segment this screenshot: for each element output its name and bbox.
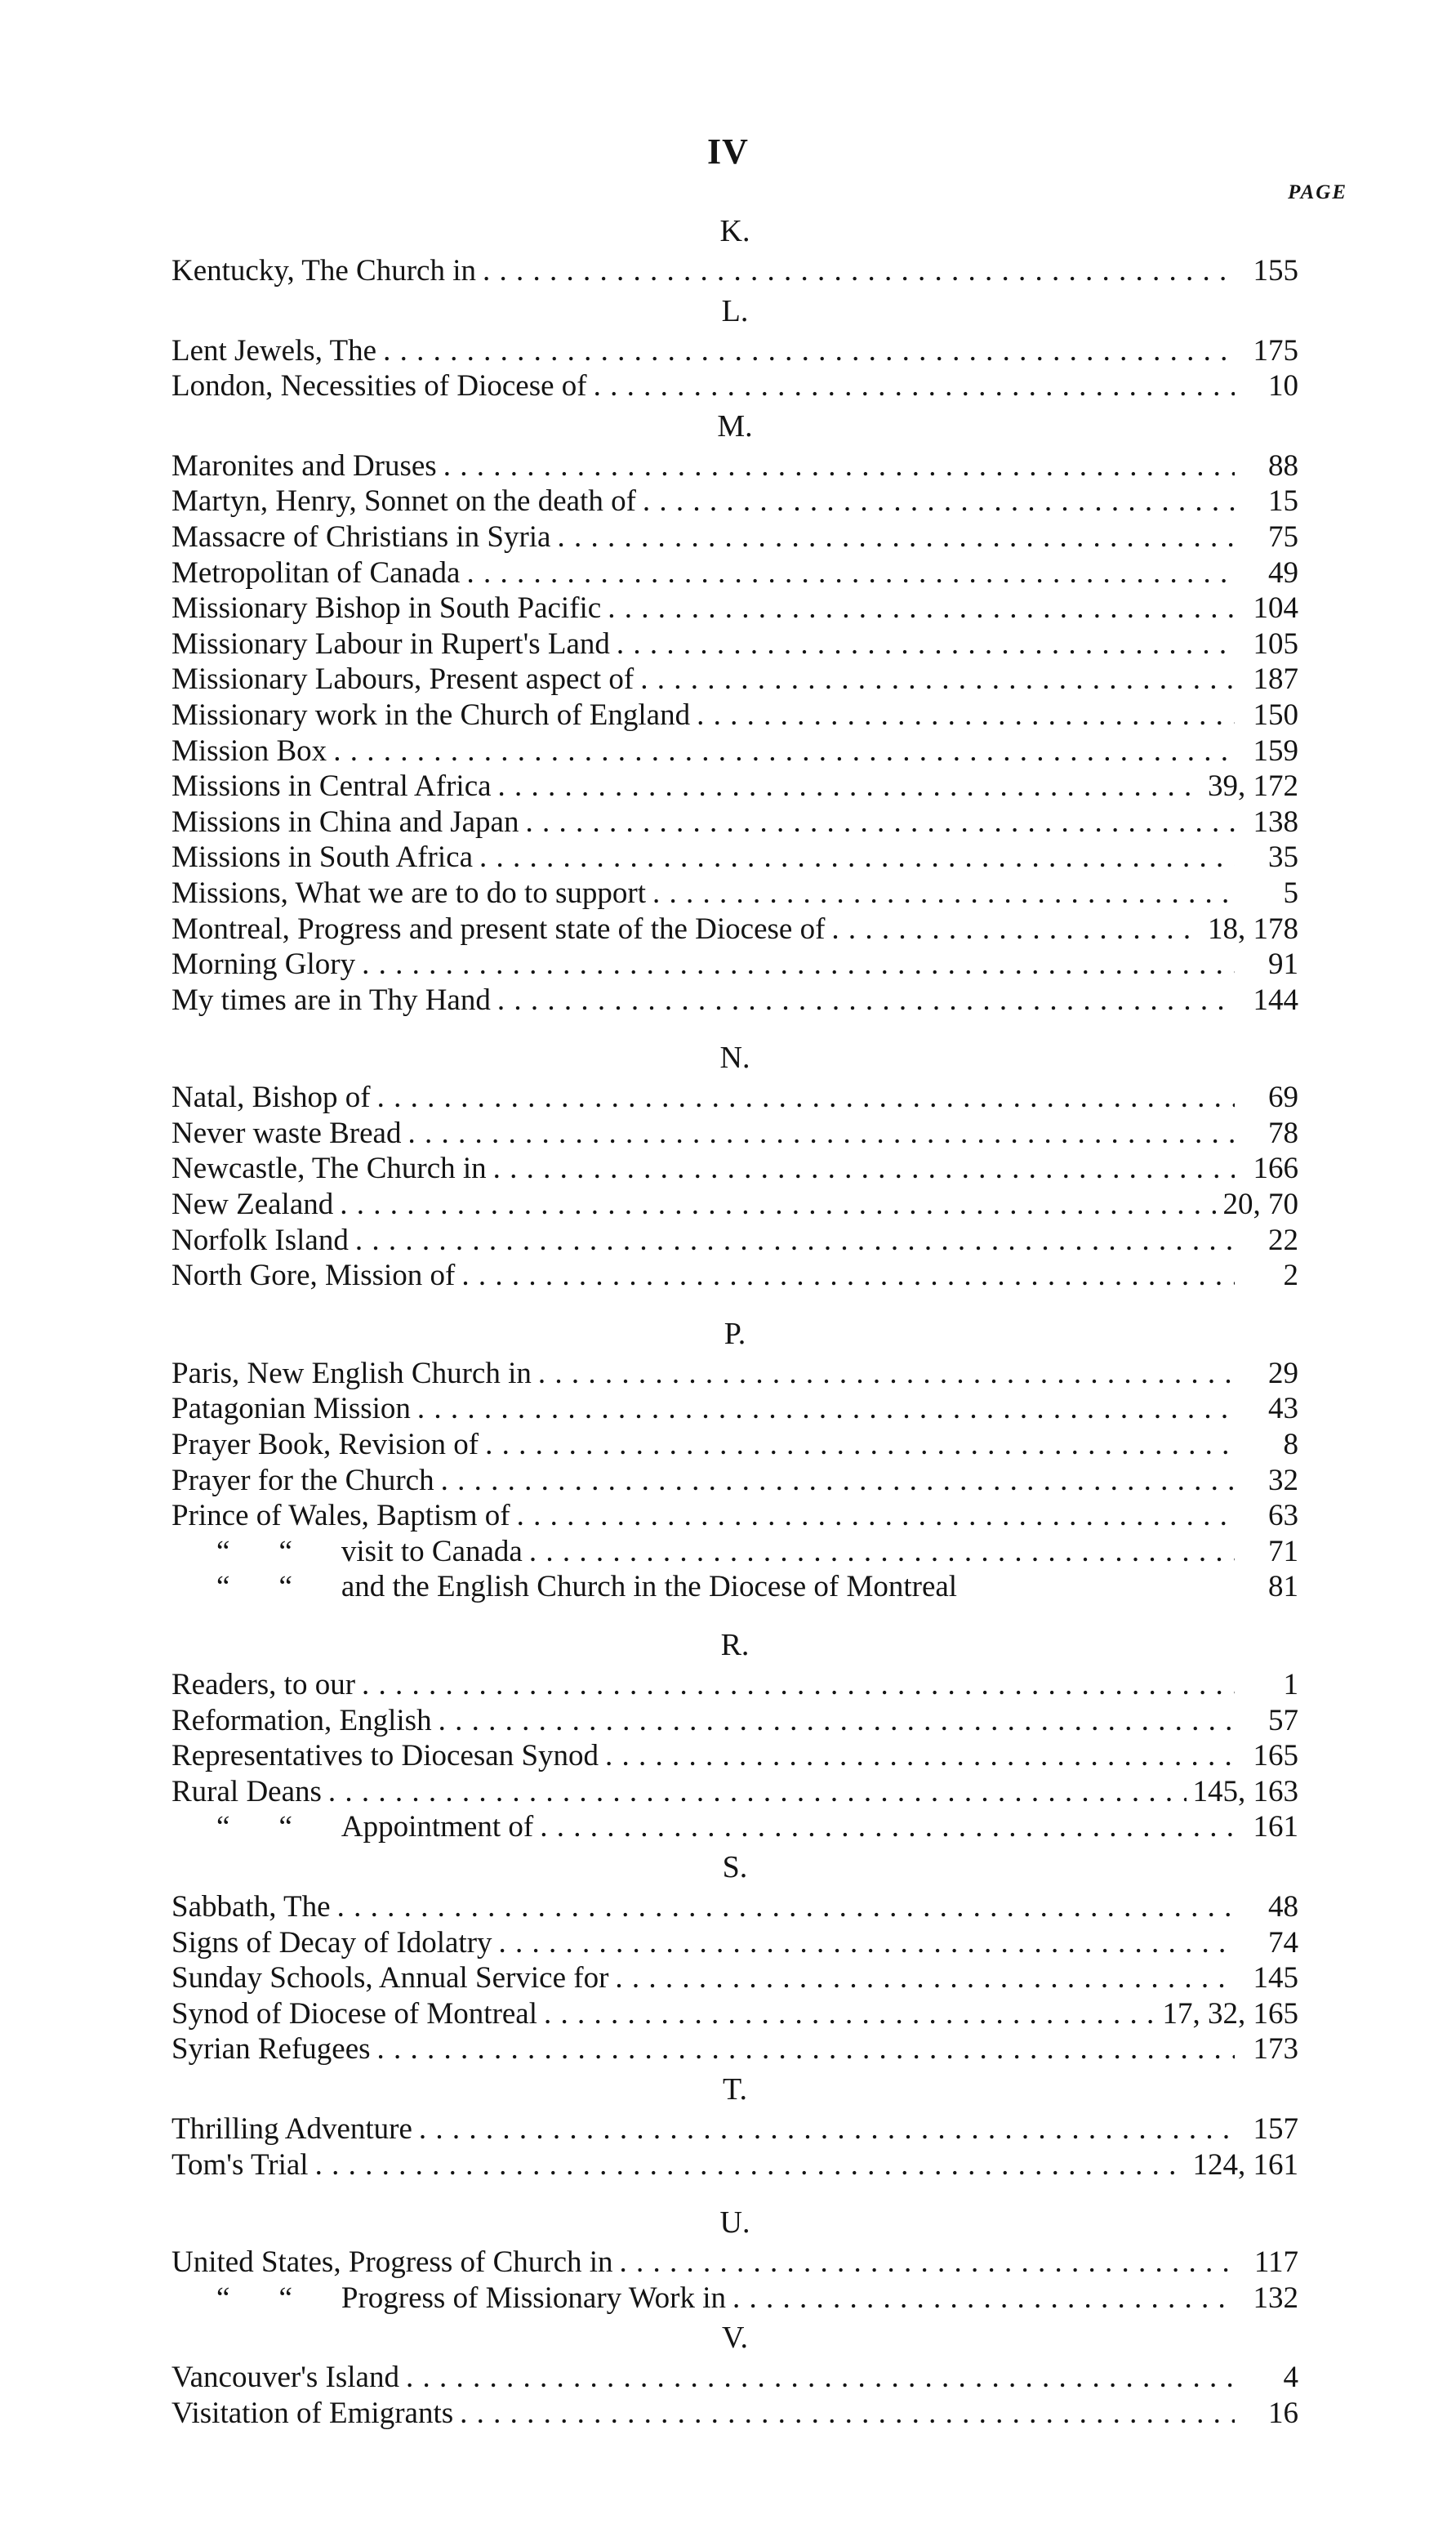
index-entry <box>171 2031 1298 2067</box>
dot-leader <box>439 1703 1235 1739</box>
index-list <box>171 209 1298 2432</box>
entry-title: Newcastle, The Church in <box>171 1152 487 1186</box>
dot-leader <box>460 2396 1235 2432</box>
entry-title: Readers, to our <box>171 1668 356 1701</box>
entry-title: Visitation of Emigrants <box>171 2396 454 2430</box>
dot-leader <box>525 805 1235 840</box>
entry-page-numbers: 157 <box>1253 2111 1298 2146</box>
entry-page-numbers: 104 <box>1253 591 1298 626</box>
entry-page-numbers: 17, 32, 165 <box>1162 1996 1298 2031</box>
dot-leader <box>485 1427 1235 1463</box>
entry-page-numbers: 144 <box>1253 983 1298 1017</box>
index-entry <box>171 1427 1298 1463</box>
index-entry <box>171 1925 1298 1961</box>
entry-page-numbers: 2 <box>1283 1259 1298 1293</box>
entry-page-numbers: 78 <box>1268 1116 1298 1150</box>
entry-page-numbers: 1 <box>1283 1668 1298 1701</box>
dot-leader <box>617 626 1235 662</box>
index-entry <box>171 1667 1298 1703</box>
entry-page-numbers: 138 <box>1253 805 1298 839</box>
entry-title: Missionary Labours, Present aspect of <box>171 662 634 697</box>
index-entry <box>171 368 1298 404</box>
entry-title: Missions, What we are to do to support <box>171 876 646 910</box>
entry-page-numbers: 39, 172 <box>1208 769 1298 804</box>
dot-leader <box>557 519 1235 555</box>
entry-page-numbers: 63 <box>1268 1499 1298 1533</box>
dot-leader <box>732 2281 1235 2316</box>
index-entry <box>171 626 1298 662</box>
entry-page-numbers: 159 <box>1253 733 1298 768</box>
entry-title: Rural Deans <box>171 1774 322 1808</box>
entry-title: Mission Box <box>171 733 327 768</box>
entry-title: Missions in Central Africa <box>171 769 492 804</box>
ditto-mark: “ <box>216 1810 230 1844</box>
index-entry <box>171 1258 1298 1294</box>
dot-leader <box>620 2245 1235 2281</box>
ditto-mark: “ <box>216 1534 230 1568</box>
index-entry <box>171 484 1298 519</box>
dot-leader <box>544 1996 1155 2032</box>
index-entry <box>171 1534 1298 1570</box>
dot-leader <box>540 1809 1235 1845</box>
dot-leader <box>652 876 1235 912</box>
entry-page-numbers: 32 <box>1268 1463 1298 1497</box>
dot-leader <box>406 2360 1235 2396</box>
entry-title: Synod of Diocese of Montreal <box>171 1996 538 2031</box>
index-entry <box>171 2111 1298 2147</box>
dot-leader <box>497 983 1235 1019</box>
dot-leader <box>605 1738 1235 1774</box>
section-letter: M. <box>717 408 753 444</box>
entry-page-numbers: 91 <box>1268 948 1298 982</box>
dot-leader <box>417 1391 1235 1427</box>
entry-title: Patagonian Mission <box>171 1392 411 1426</box>
entry-title: Martyn, Henry, Sonnet on the death of <box>171 484 636 519</box>
index-entry <box>171 2396 1298 2432</box>
entry-title: Paris, New English Church in <box>171 1356 532 1390</box>
entry-title: Massacre of Christians in Syria <box>171 519 551 554</box>
entry-page-numbers: 105 <box>1253 626 1298 661</box>
dot-leader <box>362 1667 1235 1703</box>
entry-title-text: Progress of Missionary Work in <box>341 2281 727 2315</box>
index-entry <box>171 448 1298 484</box>
dot-leader <box>615 1960 1235 1996</box>
entry-page-numbers: 49 <box>1268 555 1298 590</box>
entry-title: North Gore, Mission of <box>171 1259 456 1293</box>
entry-title: Vancouver's Island <box>171 2361 399 2395</box>
entry-title: Signs of Decay of Idolatry <box>171 1925 492 1960</box>
index-entry <box>171 1498 1298 1534</box>
entry-title: Representatives to Diocesan Synod <box>171 1739 599 1773</box>
index-entry <box>171 912 1298 948</box>
entry-title: Missionary Labour in Rupert's Land <box>171 626 610 661</box>
dot-leader <box>529 1534 1235 1570</box>
index-entry <box>171 591 1298 626</box>
entry-page-numbers: 69 <box>1268 1081 1298 1115</box>
entry-page-numbers: 10 <box>1268 369 1298 404</box>
entry-title: Missionary Bishop in South Pacific <box>171 591 602 626</box>
entry-title: Tom's Trial <box>171 2147 309 2182</box>
dot-leader <box>594 368 1235 404</box>
entry-title: Sunday Schools, Annual Service for <box>171 1961 609 1995</box>
dot-leader <box>328 1774 1187 1810</box>
dot-leader <box>441 1463 1235 1499</box>
entry-page-numbers: 22 <box>1268 1223 1298 1257</box>
section-letter: V. <box>721 2321 749 2356</box>
index-entry <box>171 519 1298 555</box>
entry-page-numbers: 20, 70 <box>1222 1188 1298 1222</box>
dot-leader <box>466 555 1235 591</box>
ditto-mark: “ <box>216 2281 230 2315</box>
entry-page-numbers: 166 <box>1253 1152 1298 1186</box>
entry-title: Metropolitan of Canada <box>171 555 461 590</box>
index-entry <box>171 2147 1298 2183</box>
section-letter: N. <box>719 1041 750 1076</box>
entry-title-text: Appointment of <box>341 1810 534 1844</box>
entry-title <box>171 1809 533 1845</box>
dot-leader <box>355 1223 1235 1259</box>
index-entry <box>171 333 1298 369</box>
entry-title-text: visit to Canada <box>341 1534 523 1568</box>
entry-page-numbers: 145, 163 <box>1192 1774 1298 1808</box>
page-number: IV <box>707 132 749 172</box>
entry-page-numbers: 187 <box>1253 662 1298 697</box>
index-entry <box>171 1187 1298 1223</box>
dot-leader <box>498 769 1201 805</box>
section-letter: U. <box>719 2205 750 2241</box>
index-entry <box>171 1889 1298 1925</box>
entry-title: New Zealand <box>171 1188 334 1222</box>
entry-page-numbers: 150 <box>1253 698 1298 732</box>
entry-title: Prince of Wales, Baptism of <box>171 1499 510 1533</box>
dot-leader <box>340 1187 1216 1223</box>
entry-title: Reformation, English <box>171 1703 432 1737</box>
dot-leader <box>493 1151 1235 1187</box>
entry-page-numbers: 35 <box>1268 840 1298 875</box>
index-entry <box>171 1738 1298 1774</box>
entry-page-numbers: 165 <box>1253 1739 1298 1773</box>
index-entry <box>171 1774 1298 1810</box>
entry-title: Thrilling Adventure <box>171 2111 412 2146</box>
entry-page-numbers: 132 <box>1253 2281 1298 2315</box>
index-entry <box>171 662 1298 698</box>
entry-title: United States, Progress of Church in <box>171 2245 613 2280</box>
entry-page-numbers: 4 <box>1283 2361 1298 2395</box>
section-letter: P. <box>724 1316 746 1351</box>
index-entry <box>171 1996 1298 2032</box>
dot-leader <box>608 591 1235 626</box>
entry-title: Prayer Book, Revision of <box>171 1428 479 1462</box>
index-entry <box>171 876 1298 912</box>
entry-title: Syrian Refugees <box>171 2032 371 2067</box>
entry-page-numbers: 117 <box>1253 2245 1298 2280</box>
dot-leader <box>383 333 1235 369</box>
dot-leader <box>419 2111 1235 2147</box>
ditto-mark: “ <box>216 1570 230 1604</box>
section-letter: R. <box>720 1628 750 1662</box>
entry-page-numbers: 8 <box>1283 1428 1298 1462</box>
dot-leader <box>337 1889 1235 1925</box>
index-entry <box>171 947 1298 983</box>
ditto-mark: “ <box>278 2281 292 2315</box>
entry-title <box>171 1534 523 1570</box>
section-letter: S. <box>722 1849 748 1884</box>
entry-title: Lent Jewels, The <box>171 333 377 368</box>
index-entry <box>171 2281 1298 2316</box>
dot-leader <box>697 698 1235 733</box>
entry-page-numbers: 43 <box>1268 1392 1298 1426</box>
ditto-mark: “ <box>278 1534 292 1568</box>
dot-leader <box>499 1925 1235 1961</box>
entry-title: Sabbath, The <box>171 1889 331 1924</box>
index-entry <box>171 1356 1298 1392</box>
entry-title: Maronites and Druses <box>171 448 437 483</box>
entry-page-numbers: 175 <box>1253 333 1298 368</box>
index-entry <box>171 1116 1298 1152</box>
index-entry <box>171 769 1298 805</box>
index-entry <box>171 555 1298 591</box>
index-entry <box>171 1703 1298 1739</box>
entry-page-numbers: 18, 178 <box>1208 912 1298 946</box>
dot-leader <box>407 1116 1235 1152</box>
entry-title: Kentucky, The Church in <box>171 254 476 288</box>
entry-page-numbers: 145 <box>1253 1961 1298 1995</box>
index-entry <box>171 1080 1298 1116</box>
entry-page-numbers: 88 <box>1268 448 1298 483</box>
entry-title: Prayer for the Church <box>171 1463 434 1497</box>
entry-title: London, Necessities of Diocese of <box>171 369 587 404</box>
entry-title: Montreal, Progress and present state of the Diocese of <box>171 912 826 946</box>
section-letter: K. <box>719 214 750 248</box>
index-entry <box>171 1151 1298 1187</box>
dot-leader <box>377 1080 1235 1116</box>
dot-leader <box>377 2031 1235 2067</box>
index-entry <box>171 983 1298 1019</box>
entry-page-numbers: 71 <box>1268 1534 1298 1568</box>
dot-leader <box>538 1356 1235 1392</box>
entry-page-numbers: 81 <box>1268 1570 1298 1604</box>
dot-leader <box>479 840 1235 876</box>
entry-title <box>171 1569 957 1605</box>
ditto-mark: “ <box>278 1810 292 1844</box>
entry-page-numbers: 57 <box>1268 1703 1298 1737</box>
dot-leader <box>483 253 1235 289</box>
entry-page-numbers: 155 <box>1253 254 1298 288</box>
entry-title: Missions in South Africa <box>171 840 473 875</box>
dot-leader <box>831 912 1201 948</box>
dot-leader <box>643 484 1235 519</box>
index-entry <box>171 2360 1298 2396</box>
index-entry <box>171 698 1298 733</box>
entry-page-numbers: 173 <box>1253 2032 1298 2067</box>
dot-leader <box>640 662 1235 698</box>
index-entry <box>171 1809 1298 1845</box>
dot-leader <box>461 1258 1235 1294</box>
dot-leader <box>333 733 1235 769</box>
dot-leader <box>443 448 1235 484</box>
entry-page-numbers: 15 <box>1268 484 1298 519</box>
entry-title: Missionary work in the Church of England <box>171 698 691 732</box>
entry-page-numbers: 75 <box>1268 519 1298 554</box>
entry-page-numbers: 5 <box>1283 876 1298 910</box>
index-entry <box>171 1960 1298 1996</box>
entry-page-numbers: 48 <box>1268 1889 1298 1924</box>
entry-title: Natal, Bishop of <box>171 1081 371 1115</box>
index-entry <box>171 253 1298 289</box>
ditto-mark: “ <box>278 1570 292 1604</box>
dot-leader <box>315 2147 1187 2183</box>
index-entry <box>171 840 1298 876</box>
entry-page-numbers: 161 <box>1253 1810 1298 1844</box>
dot-leader <box>517 1498 1235 1534</box>
index-entry <box>171 1391 1298 1427</box>
section-letter: T. <box>723 2071 747 2107</box>
dot-leader <box>362 947 1235 983</box>
section-letter: L. <box>721 293 749 328</box>
entry-title: Never waste Bread <box>171 1116 402 1150</box>
entry-page-numbers: 124, 161 <box>1192 2147 1298 2182</box>
entry-title: My times are in Thy Hand <box>171 983 491 1017</box>
index-entry <box>171 1569 1298 1605</box>
index-entry <box>171 1223 1298 1259</box>
index-entry <box>171 1463 1298 1499</box>
entry-page-numbers: 74 <box>1268 1925 1298 1960</box>
entry-title <box>171 2281 726 2316</box>
index-entry <box>171 733 1298 769</box>
page-column-header: PAGE <box>1288 181 1347 203</box>
entry-page-numbers: 16 <box>1268 2396 1298 2430</box>
index-entry <box>171 805 1298 840</box>
entry-page-numbers: 29 <box>1268 1356 1298 1390</box>
entry-title-text: and the English Church in the Diocese of Montreal <box>341 1570 958 1604</box>
entry-title: Missions in China and Japan <box>171 805 519 839</box>
entry-title: Morning Glory <box>171 948 356 982</box>
index-entry <box>171 2245 1298 2281</box>
entry-title: Norfolk Island <box>171 1223 349 1257</box>
